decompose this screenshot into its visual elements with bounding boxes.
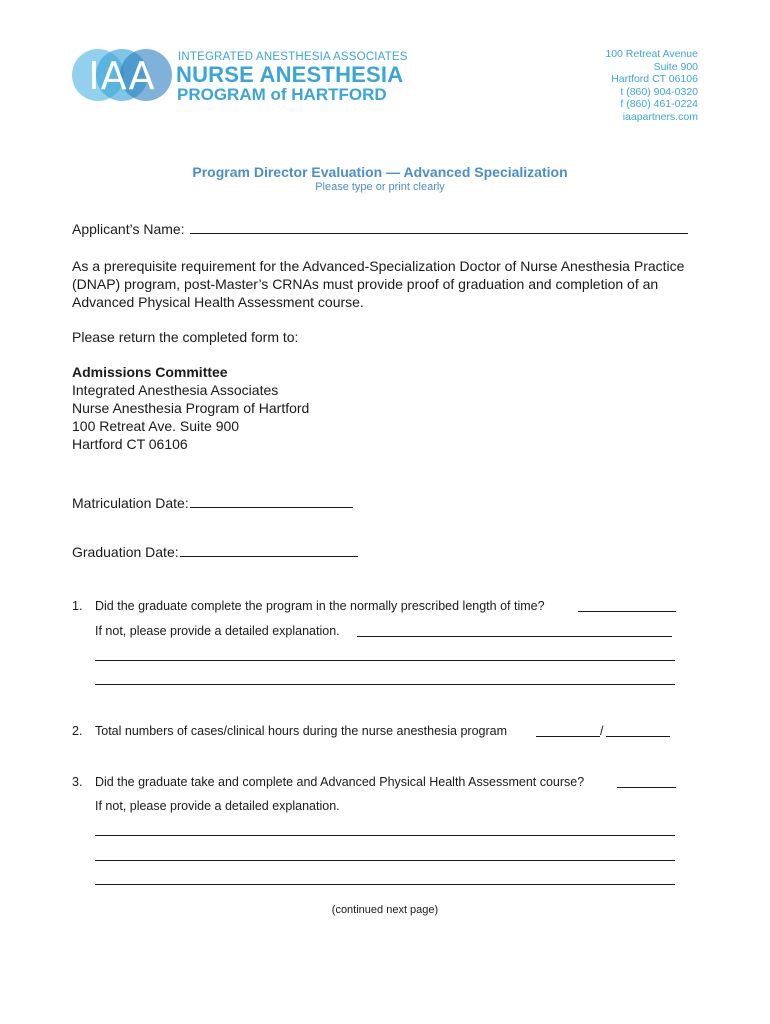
logo-mark-text: IAA [88, 54, 156, 98]
question-3-explanation-line[interactable] [95, 835, 675, 836]
form-title: Program Director Evaluation — Advanced Specialization [192, 164, 568, 180]
question-2-cases-field[interactable] [536, 736, 600, 737]
question-3-followup: If not, please provide a detailed explanation. [95, 799, 340, 813]
question-3-explanation-line[interactable] [95, 884, 675, 885]
header-address [605, 48, 698, 124]
intro-line: As a prerequisite requirement for the Advanced-Specialization Doctor of Nurse Anesthesia Practice [72, 258, 685, 274]
graduation-date-field[interactable] [180, 556, 358, 557]
return-address-line: Hartford CT 06106 [72, 436, 188, 452]
question-1-text: Did the graduate complete the program in the normally prescribed length of time? [95, 599, 545, 613]
return-address-name: Admissions Committee [72, 364, 228, 380]
graduation-date-label: Graduation Date: [72, 544, 179, 560]
question-1-explanation-line[interactable] [95, 684, 675, 685]
address-phone: t (860) 904-0320 [620, 85, 698, 98]
logo-org-name: INTEGRATED ANESTHESIA ASSOCIATES [178, 51, 408, 63]
logo-program-title: NURSE ANESTHESIA [176, 62, 404, 87]
return-address [72, 363, 309, 453]
question-1-explanation-line[interactable] [95, 660, 675, 661]
question-2-separator: / [600, 724, 604, 738]
question-1-explanation-field[interactable] [357, 636, 672, 637]
question-3-number: 3. [72, 775, 83, 789]
applicant-name-label: Applicant’s Name: [72, 221, 185, 237]
intro-line: Advanced Physical Health Assessment course. [72, 294, 364, 310]
question-1-number: 1. [72, 599, 83, 613]
applicant-name-field[interactable] [190, 233, 688, 234]
address-website: iaapartners.com [622, 110, 698, 123]
question-1-answer-field[interactable] [578, 611, 676, 612]
logo-program-subtitle: PROGRAM of HARTFORD [177, 85, 387, 104]
question-2-hours-field[interactable] [606, 736, 670, 737]
continued-note: (continued next page) [331, 904, 439, 916]
form-subtitle: Please type or print clearly [315, 181, 445, 193]
address-line: Suite 900 [653, 60, 698, 73]
question-3-text: Did the graduate take and complete and Advanced Physical Health Assessment course? [95, 775, 585, 789]
logo-mark [72, 44, 172, 106]
question-1-followup: If not, please provide a detailed explanation. [95, 624, 340, 638]
return-instruction: Please return the completed form to: [72, 329, 299, 345]
address-line: Hartford CT 06106 [611, 73, 698, 86]
matriculation-date-field[interactable] [190, 507, 353, 508]
intro-paragraph [72, 257, 692, 311]
question-3-explanation-line[interactable] [95, 860, 675, 861]
return-address-line: Nurse Anesthesia Program of Hartford [72, 400, 310, 416]
return-address-line: 100 Retreat Ave. Suite 900 [72, 418, 240, 434]
question-3-answer-field[interactable] [617, 787, 676, 788]
matriculation-date-label: Matriculation Date: [72, 495, 189, 511]
question-2-number: 2. [72, 724, 83, 738]
address-line: 100 Retreat Avenue [605, 48, 698, 60]
intro-line: (DNAP) program, post-Master’s CRNAs must provide proof of graduation and completion of an [72, 276, 659, 292]
return-address-line: Integrated Anesthesia Associates [72, 382, 279, 398]
address-fax: f (860) 461-0224 [620, 98, 698, 111]
question-2-text: Total numbers of cases/clinical hours during the nurse anesthesia program [95, 724, 508, 738]
